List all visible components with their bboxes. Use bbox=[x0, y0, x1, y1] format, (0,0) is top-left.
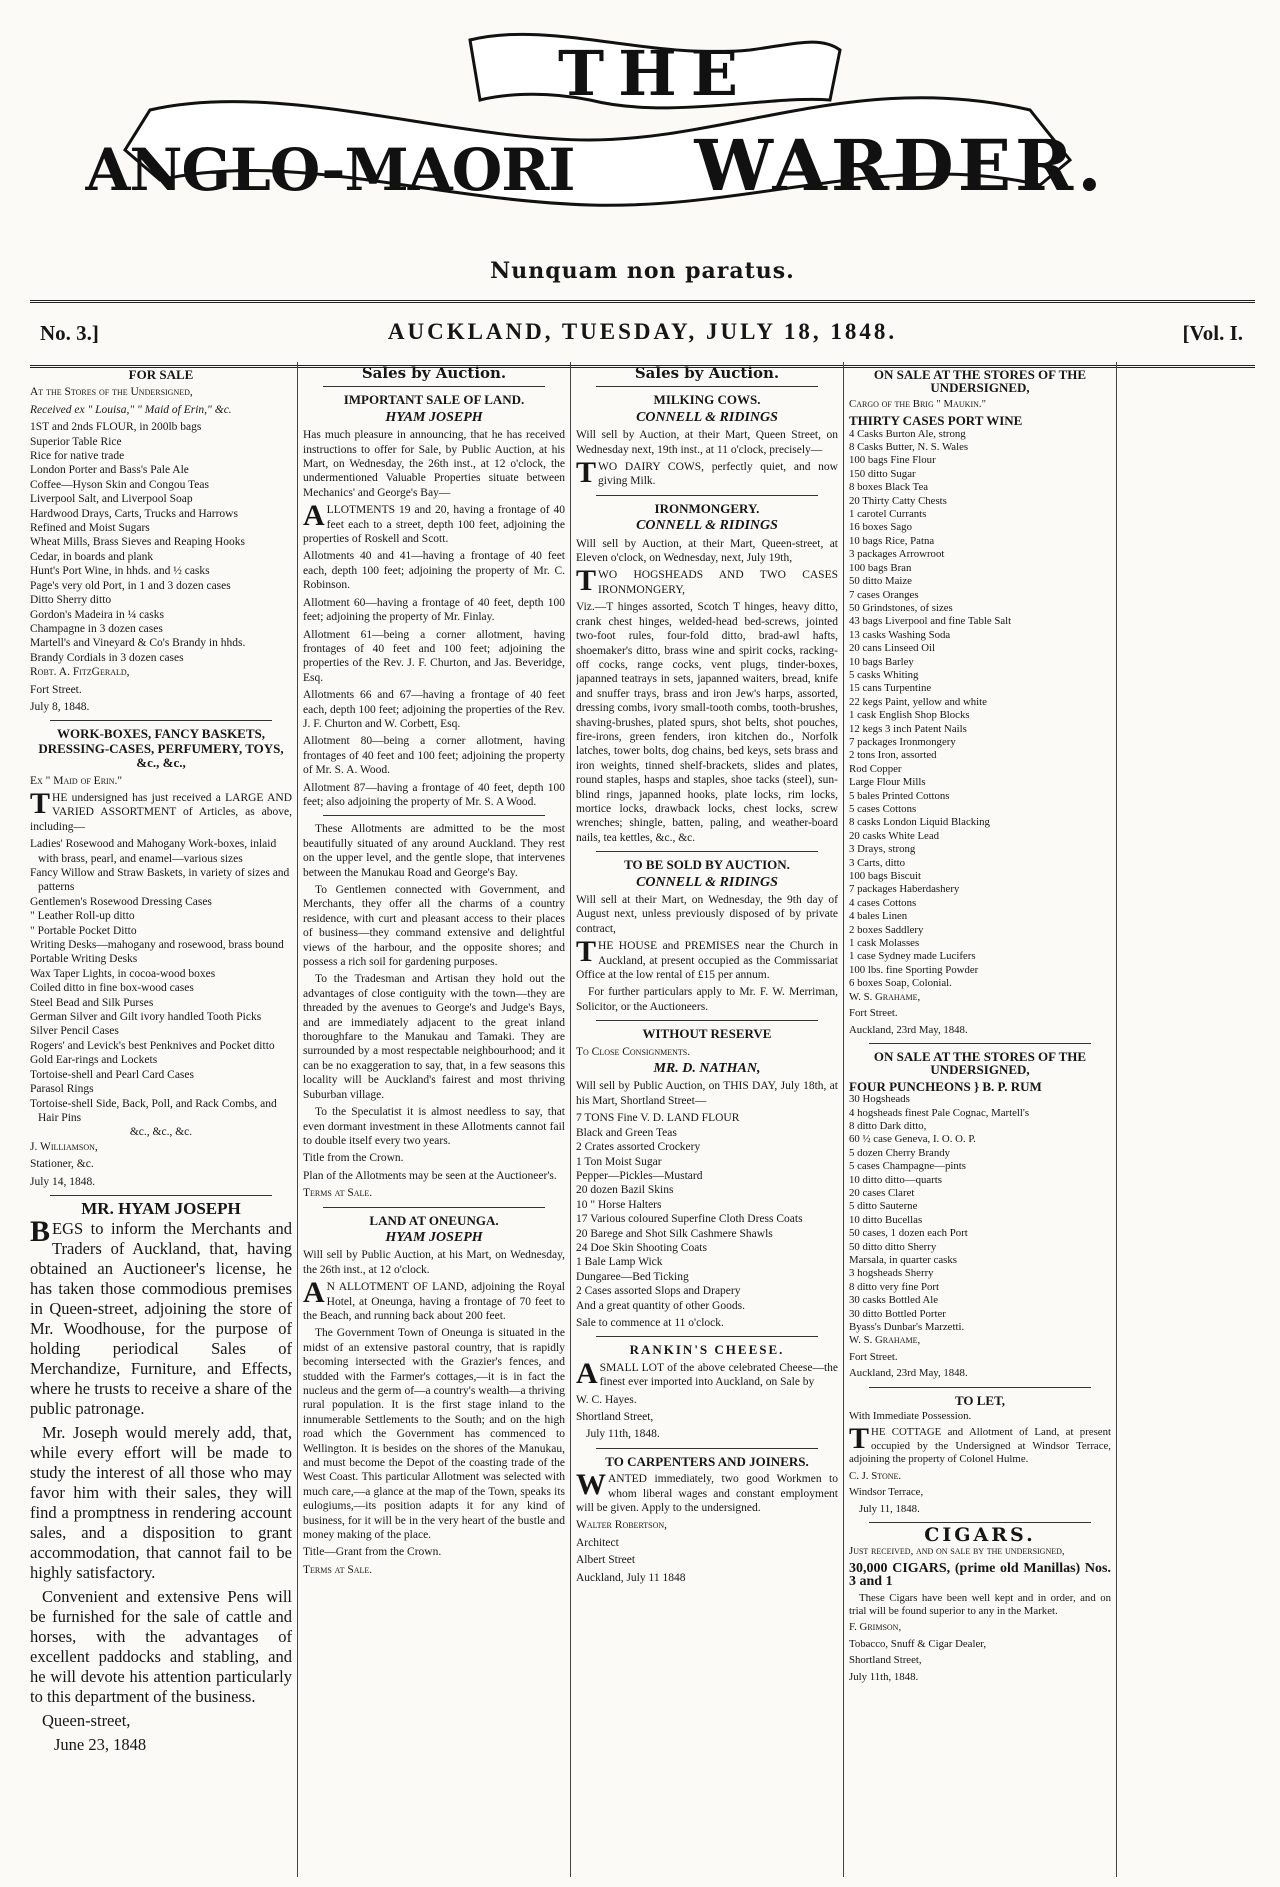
ad-paragraph: BEGS to inform the Merchants and Traders of Auckland, that, having obtained an Auctioneer's license, he has taken those commodious premises in Queen-street, adjoining the store of Mr. Woodhouse, for the purpose of holding periodical Sales of Merchandize, Furniture, and Effects, where he trusts to receive a share of the public patronage. bbox=[30, 1215, 292, 1419]
issue-number: No. 3.] bbox=[40, 321, 99, 345]
list-item: 1ST and 2nds FLOUR, in 200lb bags bbox=[30, 421, 202, 434]
list-item: 8 Casks Butter, N. S. Wales bbox=[849, 441, 969, 454]
divider bbox=[869, 1522, 1091, 1523]
list-item: Steel Bead and Silk Purses bbox=[30, 996, 154, 1009]
list-item: Tortoise-shell and Pearl Card Cases bbox=[30, 1068, 194, 1081]
ad-paragraph: WANTED immediately, two good Workmen to whom liberal wages and constant employment will be given. Apply to the undersigned. bbox=[576, 1468, 838, 1515]
list-item: Tortoise-shell Side, Back, Poll, and Rack Combs, and Hair Pins bbox=[30, 1097, 277, 1124]
list-item: 50 cases, 1 dozen each Port bbox=[849, 1227, 968, 1240]
list-item: Brandy Cordials in 3 dozen cases bbox=[30, 651, 184, 664]
list-item: 100 bags Biscuit bbox=[849, 870, 921, 883]
ad-date: Auckland, July 11 1848 bbox=[576, 1571, 686, 1584]
ad-signature: W. S. Grahame, bbox=[849, 990, 921, 1003]
list-item: German Silver and Gilt ivory handled Tooth Picks bbox=[30, 1011, 262, 1024]
list-item: 20 Thirty Catty Chests bbox=[849, 494, 947, 507]
list-item: Liverpool Salt, and Liverpool Soap bbox=[30, 493, 193, 506]
list-item: 50 ditto ditto Sherry bbox=[849, 1240, 937, 1253]
list-item: 4 Casks Burton Ale, strong bbox=[849, 427, 966, 440]
list-item: Cedar, in boards and plank bbox=[30, 550, 154, 563]
list-item: Rice for native trade bbox=[30, 450, 125, 463]
divider bbox=[596, 495, 818, 496]
list-item: Gold Ear-rings and Lockets bbox=[30, 1054, 158, 1067]
ad-paragraph: Viz.—T hinges assorted, Scotch T hinges, heavy ditto, crank chest hinges, welded-head bed-screws, jointed two-foot rules, four-fold ditto, brad-awl hafts, shoemaker's ditto, brass wine and spirit cocks, racking-off cocks, range cocks, vent plugs, tinder-boxes, japanned teatrays in sets, japanned waiters, bread, knife and snuffer trays, brass and iron Jew's harps, assorted, dressing combs, ivory small-tooth combs, tooth-brushes, shaving-brushes, plated spurs, shot belts, shot pouches, fire-irons, green fenders, iron kitchen do., Norfolk latches, tower bolts, dog chains, bed keys, sets brass and iron weights, tinned shelf-brackets, slides and plates, round staples, hasps and staples, shoe tacks (steel), sun-blind rings, japanned hooks, plate locks, rim locks, mortice locks, drawback locks, chest locks, screw wrenches; shingle, batten, paling, and weather-board nails, tea kettles, &c., &c. bbox=[576, 601, 838, 844]
list-item: Refined and Moist Sugars bbox=[30, 522, 150, 535]
ad-signature: Robt. A. FitzGerald, bbox=[30, 666, 130, 679]
divider bbox=[323, 1207, 545, 1208]
divider bbox=[596, 1020, 818, 1021]
list-item: Gentlemen's Rosewood Dressing Cases bbox=[30, 895, 212, 908]
lot-item: Allotments 66 and 67—having a frontage of 40 feet each, depth 100 feet; adjoining the properties of the Rev. J. F. Churton and W. Corbett, Esq. bbox=[303, 689, 565, 730]
ad-heading: TO CARPENTERS AND JOINERS. bbox=[605, 1453, 809, 1469]
ad-paragraph: To the Speculatist it is almost needless to say, that even dormant investment in these Allotments cannot fail to double itself every two years. bbox=[303, 1106, 565, 1147]
ad-role: Stationer, &c. bbox=[30, 1158, 94, 1171]
list-item: 1 Ton Moist Sugar bbox=[576, 1155, 662, 1168]
list-item: Large Flour Mills bbox=[849, 776, 926, 789]
ad-address: Windsor Terrace, bbox=[849, 1486, 924, 1499]
ad-ex-line: Received ex " Louisa," " Maid of Erin," &c. bbox=[30, 403, 232, 416]
list-item: 3 hogsheads Sherry bbox=[849, 1267, 934, 1280]
list-item: Hardwood Drays, Carts, Trucks and Harrows bbox=[30, 507, 238, 520]
list-item: 100 bags Bran bbox=[849, 561, 912, 574]
ad-paragraph: Sale to commence at 11 o'clock. bbox=[576, 1316, 724, 1329]
lot-item: Allotment 87—having a frontage of 40 feet, depth 100 feet; also adjoining the property of Mr. S. A Wood. bbox=[303, 781, 565, 808]
ad-heading: FOR SALE bbox=[128, 367, 194, 382]
divider bbox=[596, 1448, 818, 1449]
ad-title-note: Title from the Crown. bbox=[303, 1152, 404, 1165]
ad-subheading: At the Stores of the Undersigned, bbox=[30, 386, 193, 399]
ad-role: Tobacco, Snuff & Cigar Dealer, bbox=[849, 1637, 987, 1650]
list-item: 8 casks London Liquid Blacking bbox=[849, 816, 990, 829]
ad-date: Auckland, 23rd May, 1848. bbox=[849, 1023, 968, 1036]
list-item: 10 bags Barley bbox=[849, 655, 914, 668]
list-item: 3 Carts, ditto bbox=[849, 856, 906, 869]
column-1 bbox=[30, 362, 292, 1877]
list-item: 17 Various coloured Superfine Cloth Dress Coats bbox=[576, 1213, 803, 1226]
auctioneer-name: HYAM JOSEPH bbox=[385, 409, 483, 425]
ad-paragraph: To Gentlemen connected with Government, and Merchants, they offer all the charms of a country residence, with curt and pleasant access to their places of business—they command extensive and delightful views of the harbour, and the opposite shores; and possess a rich soil for gardening purposes. bbox=[303, 884, 565, 969]
masthead-warder: WARDER. bbox=[694, 124, 1106, 207]
list-item: &c., &c., &c. bbox=[129, 1126, 193, 1139]
ad-intro: Will sell by Public Auction, at his Mart, on Wednesday, the 26th inst., at 12 o'clock. bbox=[303, 1249, 565, 1276]
list-item: 60 ½ case Geneva, I. O. O. P. bbox=[849, 1133, 976, 1146]
ad-subheading: Cargo of the Brig " Maukin." bbox=[849, 397, 987, 410]
ad-item-list bbox=[849, 1080, 1111, 1335]
list-item: 2 Crates assorted Crockery bbox=[576, 1141, 701, 1154]
auctioneer-name: CONNELL & RIDINGS bbox=[636, 518, 778, 534]
divider bbox=[50, 1195, 272, 1196]
dateline bbox=[30, 300, 1255, 368]
masthead-anglo-maori: ANGLO-MAORI bbox=[85, 136, 575, 204]
list-item: 20 Barege and Shot Silk Cashmere Shawls bbox=[576, 1227, 773, 1240]
list-item: 5 casks Whiting bbox=[849, 668, 919, 681]
auctioneer-name: MR. D. NATHAN, bbox=[653, 1061, 761, 1077]
ad-subheading: To Close Consignments. bbox=[576, 1045, 691, 1058]
column-2 bbox=[303, 362, 565, 1877]
list-item: " Leather Roll-up ditto bbox=[30, 910, 135, 923]
ad-address: Shortland Street, bbox=[849, 1654, 922, 1667]
list-item: Page's very old Port, in 1 and 3 dozen cases bbox=[30, 579, 231, 592]
list-item: Hunt's Port Wine, in hhds. and ½ casks bbox=[30, 565, 210, 578]
list-item: Ladies' Rosewood and Mahogany Work-boxes, inlaid with brass, pearl, and enamel—various sizes bbox=[30, 838, 277, 865]
column-4 bbox=[849, 362, 1111, 1877]
ad-title-note: Title—Grant from the Crown. bbox=[303, 1546, 442, 1559]
divider bbox=[596, 851, 818, 852]
list-item: 1 cask English Shop Blocks bbox=[849, 709, 970, 722]
ad-heading: WORK-BOXES, FANCY BASKETS, DRESSING-CASES, PERFUMERY, TOYS, &c., &c., bbox=[38, 726, 284, 771]
ad-address: Shortland Street, bbox=[576, 1411, 654, 1423]
ad-signature: Walter Robertson, bbox=[576, 1519, 668, 1532]
auctioneer-name: CONNELL & RIDINGS bbox=[636, 874, 778, 890]
list-item: 30 ditto Bottled Porter bbox=[849, 1307, 946, 1320]
list-item: Black and Green Teas bbox=[576, 1126, 677, 1139]
ad-signature: F. Grimson, bbox=[849, 1621, 902, 1634]
ad-heading: ON SALE AT THE STORES OF THE UNDERSIGNED, bbox=[873, 1048, 1087, 1078]
ad-paragraph: Will sell at their Mart, on Wednesday, the 9th day of August next, unless previously disposed of by private contract, bbox=[576, 894, 838, 935]
list-item: 5 bales Printed Cottons bbox=[849, 789, 950, 802]
ad-address: Fort Street. bbox=[30, 683, 82, 696]
ad-paragraph: The Government Town of Oneunga is situated in the midst of an extensive pastoral country, that is rapidly becoming intersected with the Grazier's fences, and studded with the Farmer's cottages,—it is in fact the nucleus and the germ of—a country's wealth—a thriving rural population. It is the first stage inland to the innumerable Settlements to the South; and on the high road which the Government has commenced to Wellington. It is besides on the shores of the Manukau, and must become the Depot of the coasting trade of the West Coast. This particular Allotment was selected with much care,—a glance at the map of the Town, speaks its eulogiums,—its position adapts it for any kind of business, for it will be in the very heart of the bustle and money making of the place. bbox=[303, 1327, 565, 1542]
ad-address: Fort Street. bbox=[849, 1350, 898, 1363]
list-item: THIRTY CASES PORT WINE bbox=[849, 413, 1023, 429]
list-item: Martell's and Vineyard & Co's Brandy in hhds. bbox=[30, 637, 246, 650]
ad-signature: W. S. Grahame, bbox=[849, 1334, 921, 1347]
ad-date: July 8, 1848. bbox=[30, 700, 90, 713]
ad-heading: WITHOUT RESERVE bbox=[642, 1026, 772, 1042]
list-item: 30 Hogsheads bbox=[849, 1093, 910, 1106]
volume-number: [Vol. I. bbox=[1182, 321, 1243, 345]
list-item: 4 bales Linen bbox=[849, 910, 908, 923]
ad-paragraph: TWO DAIRY COWS, perfectly quiet, and now giving Milk. bbox=[576, 456, 838, 490]
ad-subheading: With Immediate Possession. bbox=[849, 1410, 972, 1423]
ad-paragraph: For further particulars apply to Mr. F. W. Merriman, Solicitor, or the Auctioneers. bbox=[576, 986, 838, 1013]
list-item: 7 packages Ironmongery bbox=[849, 735, 956, 748]
list-item: 5 cases Champagne—pints bbox=[849, 1160, 966, 1173]
list-item: 3 Drays, strong bbox=[849, 843, 916, 856]
ad-signature: J. Williamson, bbox=[30, 1140, 98, 1153]
list-item: 12 kegs 3 inch Patent Nails bbox=[849, 722, 967, 735]
list-item: 20 cases Claret bbox=[849, 1186, 915, 1199]
ad-terms: Terms at Sale. bbox=[303, 1187, 373, 1200]
ad-address: Albert Street bbox=[576, 1554, 636, 1567]
ad-heading: RANKIN'S CHEESE. bbox=[629, 1342, 785, 1358]
ad-heading: TO LET, bbox=[954, 1392, 1006, 1408]
ad-role: Architect bbox=[576, 1536, 619, 1549]
ad-paragraph: THE COTTAGE and Allotment of Land, at present occupied by the Undersigned at Windsor Terrace, adjoining the property of Colonel Hulme. bbox=[849, 1422, 1111, 1466]
list-item: 10 bags Rice, Patna bbox=[849, 534, 935, 547]
ad-paragraph: These Cigars have been well kept and in order, and on trial will be found superior to any in the Market. bbox=[849, 1591, 1111, 1617]
list-item: Rogers' and Levick's best Penknives and Pocket ditto bbox=[30, 1039, 275, 1052]
ad-date: July 11, 1848. bbox=[859, 1502, 920, 1515]
list-item: FOUR PUNCHEONS } B. P. RUM bbox=[849, 1078, 1042, 1094]
ad-plan-note: Plan of the Allotments may be seen at the Auctioneer's. bbox=[303, 1169, 557, 1182]
column-rule bbox=[570, 362, 571, 1877]
list-item: 8 ditto Dark ditto, bbox=[849, 1119, 927, 1132]
ad-item-list bbox=[30, 420, 292, 665]
list-item: 1 case Sydney made Lucifers bbox=[849, 950, 976, 963]
ad-item-list bbox=[849, 414, 1111, 990]
lot-item: AN ALLOTMENT OF LAND, adjoining the Royal Hotel, at Oneunga, having a frontage of 70 feet to the Beach, and running back about 200 feet. bbox=[303, 1276, 565, 1322]
list-item: 43 bags Liverpool and fine Table Salt bbox=[849, 615, 1012, 628]
ad-heading: MR. HYAM JOSEPH bbox=[81, 1198, 241, 1218]
list-item: Marsala, in quarter casks bbox=[849, 1254, 957, 1266]
ad-signature: W. C. Hayes. bbox=[576, 1393, 637, 1406]
list-item: 1 Bale Lamp Wick bbox=[576, 1256, 663, 1269]
lot-item: ALLOTMENTS 19 and 20, having a frontage of 40 feet each to a street, depth 100 feet, adjoining the properties of Roskell and Scott. bbox=[303, 499, 565, 546]
ad-subheading: Just received, and on sale by the undersigned, bbox=[849, 1545, 1065, 1558]
ad-paragraph: Convenient and extensive Pens will be furnished for the sale of cattle and horses, with the advantages of excellent paddocks and stabling, and he will devote his attention particularly to this department of the business. bbox=[30, 1587, 292, 1707]
list-item: 8 boxes Black Tea bbox=[849, 481, 929, 494]
list-item: London Porter and Bass's Pale Ale bbox=[30, 464, 189, 477]
list-item: Coiled ditto in fine box-wood cases bbox=[30, 982, 194, 995]
ad-paragraph: TWO HOGSHEADS AND TWO CASES IRONMONGERY, bbox=[576, 564, 838, 598]
divider bbox=[596, 386, 818, 387]
list-item: 2 Cases assorted Slops and Drapery bbox=[576, 1285, 741, 1298]
masthead-the: THE bbox=[558, 37, 752, 110]
list-item: 7 packages Haberdashery bbox=[849, 883, 960, 896]
column-rule bbox=[297, 362, 298, 1877]
list-item: 22 kegs Paint, yellow and white bbox=[849, 695, 987, 708]
list-item: 8 ditto very fine Port bbox=[849, 1280, 939, 1293]
list-item: Portable Writing Desks bbox=[30, 953, 138, 966]
list-item: 100 lbs. fine Sporting Powder bbox=[849, 963, 979, 976]
column-rule bbox=[843, 362, 844, 1877]
list-item: 100 bags Fine Flour bbox=[849, 454, 936, 467]
list-item: 6 boxes Soap, Colonial. bbox=[849, 977, 952, 990]
section-banner: Sales by Auction. bbox=[361, 364, 507, 382]
ad-paragraph: Mr. Joseph would merely add, that, while every effort will be made to study the interest of all those who may favor him with their sales, they will find a promptness in rendering account sales, and a disposition to grant accommodation, that cannot fail to be highly satisfactory. bbox=[30, 1423, 292, 1583]
ad-heading: IRONMONGERY. bbox=[654, 500, 760, 516]
list-item: Writing Desks—mahogany and rosewood, brass bound bbox=[30, 939, 284, 952]
list-item: 10 " Horse Halters bbox=[576, 1198, 662, 1211]
ad-heading: CIGARS. bbox=[924, 1523, 1036, 1546]
list-item: Parasol Rings bbox=[30, 1083, 94, 1096]
list-item: 10 ditto ditto—quarts bbox=[849, 1173, 942, 1186]
ad-paragraph: THE HOUSE and PREMISES near the Church in Auckland, at present occupied as the Commissariat Office at the low rental of £15 per annum. bbox=[576, 935, 838, 982]
list-item: 13 casks Washing Soda bbox=[849, 628, 951, 641]
ad-date: June 23, 1848 bbox=[54, 1735, 147, 1755]
list-item: " Portable Pocket Ditto bbox=[30, 924, 137, 937]
divider bbox=[50, 720, 272, 721]
list-item: 16 boxes Sago bbox=[849, 521, 912, 534]
list-item: 15 cans Turpentine bbox=[849, 682, 932, 695]
divider bbox=[596, 1336, 818, 1337]
section-banner: Sales by Auction. bbox=[634, 364, 780, 382]
ad-body bbox=[30, 1215, 292, 1755]
list-item: 2 boxes Saddlery bbox=[849, 923, 924, 936]
ad-item-list bbox=[576, 1111, 838, 1298]
ad-paragraph: ASMALL LOT of the above celebrated Cheese—the finest ever imported into Auckland, on Sale by bbox=[576, 1356, 838, 1390]
issue-date: AUCKLAND, TUESDAY, JULY 18, 1848. bbox=[387, 319, 898, 344]
list-item: 5 dozen Cherry Brandy bbox=[849, 1146, 951, 1159]
ad-item-list bbox=[30, 837, 292, 1140]
ad-heading: MILKING COWS. bbox=[653, 392, 761, 408]
lot-item: Allotments 40 and 41—having a frontage of 40 feet each, depth 100 feet; adjoining the property of Mr. C. Robinson. bbox=[303, 550, 565, 592]
list-item: Rod Copper bbox=[849, 762, 902, 775]
masthead-motto: Nunquam non paratus. bbox=[490, 258, 795, 284]
column-3 bbox=[576, 362, 838, 1877]
list-item: 4 cases Cottons bbox=[849, 896, 917, 909]
ad-date: July 11th, 1848. bbox=[586, 1428, 660, 1441]
column-rule bbox=[1116, 362, 1117, 1877]
auctioneer-name: HYAM JOSEPH bbox=[385, 1229, 483, 1245]
ad-paragraph: And a great quantity of other Goods. bbox=[576, 1299, 745, 1312]
list-item: Superior Table Rice bbox=[30, 435, 122, 448]
list-item: 2 tons Iron, assorted bbox=[849, 749, 937, 762]
list-item: Ditto Sherry ditto bbox=[30, 594, 112, 607]
ad-intro: Has much pleasure in announcing, that he has received instructions to offer for Sale, by Public Auction, at his Mart, on Wednesday, the 26th inst., at 12 o'clock, the undermentioned Valuable Properties situate between Mechanics' and George's Bay— bbox=[303, 429, 565, 499]
ad-terms: Terms at Sale. bbox=[303, 1563, 373, 1576]
divider bbox=[869, 1387, 1091, 1388]
masthead-banner bbox=[30, 0, 1255, 300]
ad-paragraph: Will sell by Public Auction, on THIS DAY, July 18th, at his Mart, Shortland Street— bbox=[576, 1080, 838, 1107]
list-item: Pepper—Pickles—Mustard bbox=[576, 1169, 703, 1182]
list-item: 20 casks White Lead bbox=[849, 829, 940, 842]
list-item: Byass's Dunbar's Marzetti. bbox=[849, 1321, 965, 1334]
list-item: 10 ditto Bucellas bbox=[849, 1213, 923, 1226]
newspaper-page bbox=[30, 0, 1255, 1887]
ad-paragraph: These Allotments are admitted to be the most beautifully situated of any around Auckland. They rest on the upper level, and the gentle slope, that intervenes between the Manukau Road and George's Bay. bbox=[303, 823, 565, 879]
ad-signature: C. J. Stone. bbox=[849, 1469, 902, 1482]
ad-address: Queen-street, bbox=[42, 1711, 131, 1731]
ad-date: July 14, 1848. bbox=[30, 1175, 96, 1188]
divider bbox=[323, 386, 545, 387]
list-item: 20 cans Linseed Oil bbox=[849, 642, 936, 655]
ad-heading: TO BE SOLD BY AUCTION. bbox=[624, 857, 790, 873]
list-item: Fancy Willow and Straw Baskets, in variety of sizes and patterns bbox=[30, 867, 290, 894]
ad-heading: LAND AT ONEUNGA. bbox=[369, 1212, 499, 1228]
list-item: 24 Doe Skin Shooting Coats bbox=[576, 1241, 707, 1254]
ad-ex-line: Ex " Maid of Erin." bbox=[30, 774, 123, 787]
list-item: 5 ditto Sauterne bbox=[849, 1200, 918, 1213]
list-item: 1 carotel Currants bbox=[849, 508, 927, 521]
list-item: 1 cask Molasses bbox=[849, 937, 920, 950]
ad-date: July 11th, 1848. bbox=[849, 1670, 919, 1683]
divider bbox=[323, 815, 545, 816]
lot-item: Allotment 61—being a corner allotment, having frontages of 40 feet and 100 feet; adjoining the properties of the Rev. J. F. Churton, and Jas. Beveridge, Esq. bbox=[303, 628, 565, 684]
ad-address: Fort Street. bbox=[849, 1007, 898, 1020]
list-item: 7 cases Oranges bbox=[849, 588, 919, 601]
list-item: Dungaree—Bed Ticking bbox=[576, 1270, 689, 1283]
list-item: 7 TONS Fine V. D. LAND FLOUR bbox=[576, 1112, 740, 1125]
list-item: 20 dozen Bazil Skins bbox=[576, 1184, 674, 1197]
list-item: 50 ditto Maize bbox=[849, 575, 912, 588]
ad-date: Auckland, 23rd May, 1848. bbox=[849, 1367, 968, 1380]
list-item: 3 packages Arrowroot bbox=[849, 548, 945, 561]
list-item: 150 ditto Sugar bbox=[849, 467, 916, 480]
list-item: Champagne in 3 dozen cases bbox=[30, 622, 163, 635]
list-item: Wax Taper Lights, in cocoa-wood boxes bbox=[30, 967, 216, 980]
auctioneer-name: CONNELL & RIDINGS bbox=[636, 409, 778, 425]
divider bbox=[869, 1043, 1091, 1044]
ad-heading: ON SALE AT THE STORES OF THE UNDERSIGNED, bbox=[873, 367, 1087, 396]
list-item: Wheat Mills, Brass Sieves and Reaping Hooks bbox=[30, 536, 245, 549]
list-item: 30 casks Bottled Ale bbox=[849, 1294, 939, 1307]
list-item: Coffee—Hyson Skin and Congou Teas bbox=[30, 478, 209, 491]
list-item: 4 hogsheads finest Pale Cognac, Martell's bbox=[849, 1106, 1030, 1119]
ad-heading: IMPORTANT SALE OF LAND. bbox=[343, 392, 525, 408]
list-item: Silver Pencil Cases bbox=[30, 1025, 119, 1038]
list-item: 5 cases Cottons bbox=[849, 803, 917, 815]
ad-paragraph: To the Tradesman and Artisan they hold out the advantages of close contiguity with the town—they are threaded by the avenues to George's and Judge's Bays, and are immediately adjacent to the great inland thoroughfare to the Manukau and Tamaki. They are surrounded by a most respectable neighbourhood; and it can be no exaggeration to say, that, in a few seasons this locality will be Auckland's fairest and most thriving Suburban village. bbox=[303, 973, 565, 1101]
lot-item: Allotment 60—having a frontage of 40 feet, depth 100 feet; adjoining the property of Mr. Finlay. bbox=[303, 596, 565, 624]
list-item: 50 Grindstones, of sizes bbox=[849, 601, 953, 614]
ad-paragraph: 30,000 CIGARS, (prime old Manillas) Nos. 3 and 1 bbox=[849, 1560, 1111, 1590]
ad-intro: THE undersigned has just received a LARGE AND VARIED ASSORTMENT of Articles, as above, including— bbox=[30, 786, 292, 833]
list-item: Gordon's Madeira in ¼ casks bbox=[30, 608, 164, 621]
ad-paragraph: Will sell by Auction, at their Mart, Queen Street, on Wednesday next, 19th inst., at 11 o'clock, precisely— bbox=[576, 429, 838, 456]
lot-item: Allotment 80—being a corner allotment, having frontages of 40 feet and 100 feet; adjoining the property of Mr. S. A. Wood. bbox=[303, 735, 565, 777]
ad-paragraph: Will sell by Auction, at their Mart, Queen-street, at Eleven o'clock, on Wednesday, next, July 19th, bbox=[576, 537, 838, 565]
